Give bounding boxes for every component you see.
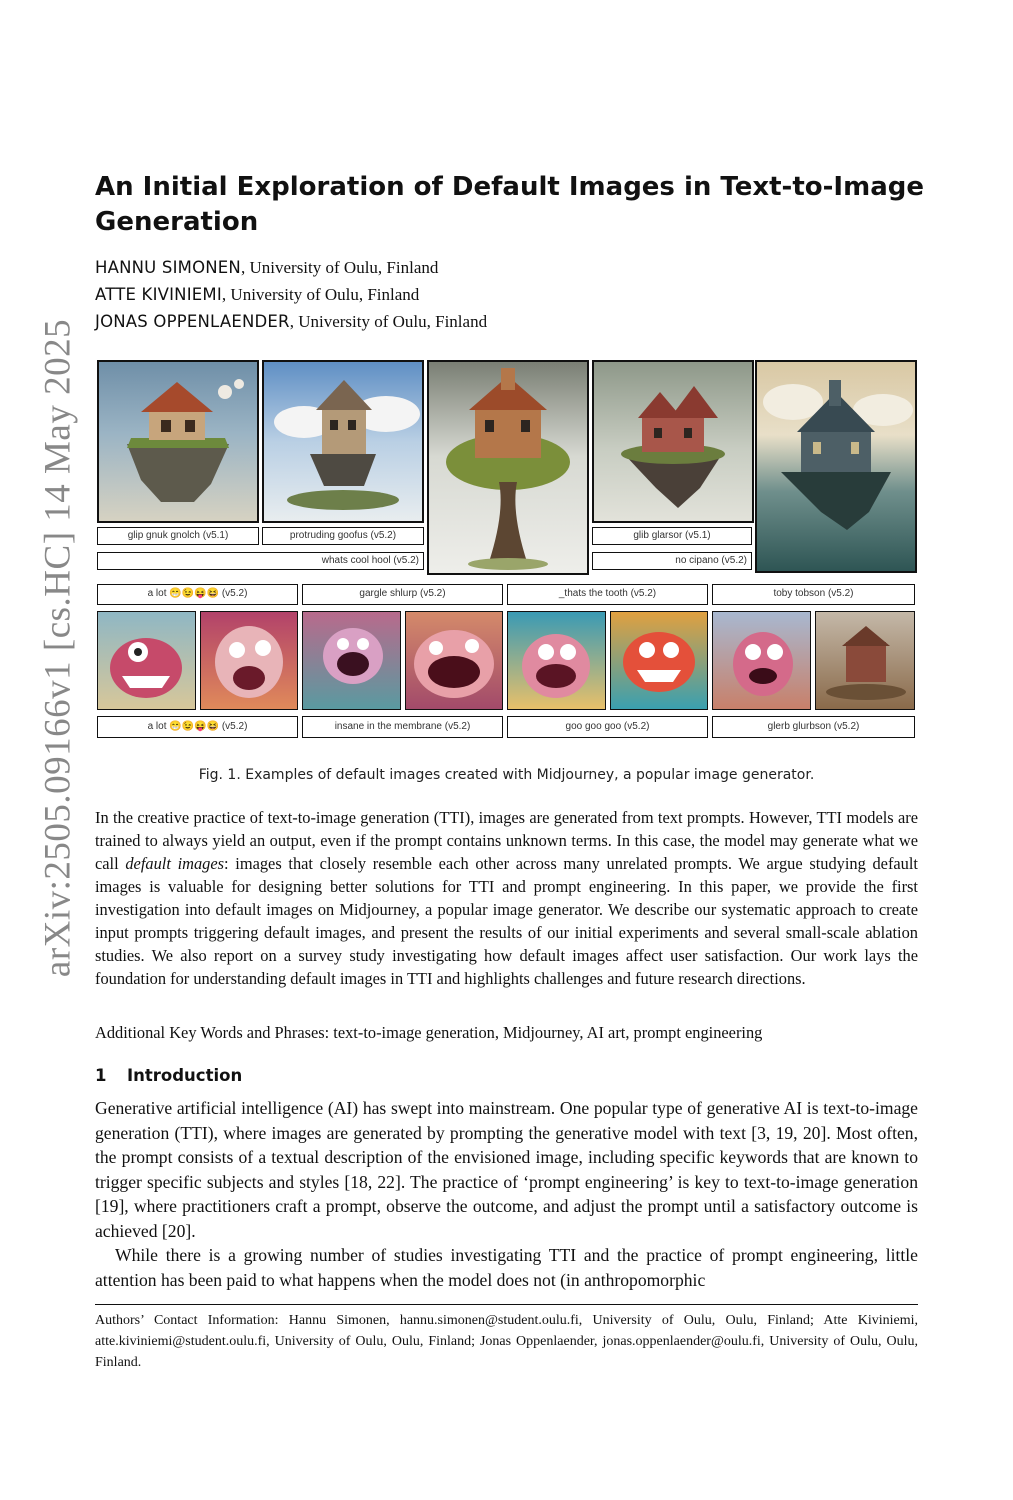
author-affiliation: , University of Oulu, Finland <box>221 285 420 304</box>
arxiv-sidebar <box>30 278 86 1018</box>
section-title: Introduction <box>127 1066 243 1085</box>
figure-caption: Fig. 1. Examples of default images created with Midjourney, a popular image generator. <box>198 767 815 783</box>
default-image-monster-2 <box>200 611 298 710</box>
author-affiliation: , University of Oulu, Finland <box>240 258 439 277</box>
author-affiliation: , University of Oulu, Finland <box>289 312 488 331</box>
prompt-label: protruding goofus (v5.2) <box>262 527 424 545</box>
default-image-monster-1 <box>97 611 196 710</box>
prompt-label: insane in the membrane (v5.2) <box>302 716 503 738</box>
default-image-floating-island-4 <box>755 360 917 573</box>
prompt-label: glib glarsor (v5.1) <box>592 527 752 545</box>
author-name: HANNU SIMONEN <box>95 258 241 277</box>
prompt-label: a lot 😁😉😝😆 (v5.2) <box>97 584 298 605</box>
prompt-label: _thats the tooth (v5.2) <box>507 584 708 605</box>
default-image-floating-island-3 <box>592 360 754 523</box>
author-name: JONAS OPPENLAENDER <box>95 312 290 331</box>
default-image-monster-3 <box>302 611 401 710</box>
keywords: Additional Key Words and Phrases: text-to-image generation, Midjourney, AI art, prompt engineering <box>95 1023 763 1042</box>
prompt-label: whats cool hool (v5.2) <box>97 552 424 570</box>
arxiv-identifier: arXiv:2505.09166v1 [cs.HC] 14 May 2025 <box>37 318 79 978</box>
author-name: ATTE KIVINIEMI <box>95 285 222 304</box>
default-image-floating-tree-island <box>427 360 589 575</box>
footnote-rule <box>95 1304 918 1305</box>
prompt-label: a lot 😁😉😝😆 (v5.2) <box>97 716 298 738</box>
default-image-monster-8 <box>815 611 915 710</box>
section-number: 1 <box>95 1066 107 1085</box>
prompt-label: glip gnuk gnolch (v5.1) <box>97 527 259 545</box>
author-3 <box>95 311 487 333</box>
prompt-label: gargle shlurp (v5.2) <box>302 584 503 605</box>
prompt-label: toby tobson (v5.2) <box>712 584 915 605</box>
section-heading <box>95 1066 242 1085</box>
prompt-label: no cipano (v5.2) <box>592 552 752 570</box>
default-images-term: default images <box>125 854 225 873</box>
prompt-label: glerb glurbson (v5.2) <box>712 716 915 738</box>
default-image-monster-6 <box>610 611 708 710</box>
paragraph: While there is a growing number of studies investigating TTI and the practice of prompt engineering, little attention has been paid to what happens when the model does not (in anthropomorphic <box>95 1245 918 1290</box>
prompt-label: goo goo goo (v5.2) <box>507 716 708 738</box>
author-2 <box>95 284 419 306</box>
paragraph: Generative artificial intelligence (AI) has swept into mainstream. One popular type of generative AI is text-to-image generation (TTI), where images are generated by prompting the generative model with text [3, 19, 20]. Most often, the prompt consists of a textual description of the envisioned image, including specific keywords that are known to trigger specific subjects and styles [18, 22]. The practice of ‘prompt engineering’ is key to text-to-image generation [19], where practitioners craft a prompt, observe the outcome, and adjust the prompt until a satisfactory outcome is achieved [20]. <box>95 1098 918 1241</box>
author-1 <box>95 257 438 279</box>
author-contact-footnote: Authors’ Contact Information: Hannu Simonen, hannu.simonen@student.oulu.fi, University of Oulu, Oulu, Finland; Atte Kiviniemi, atte.kiviniemi@student.oulu.fi, University of Oulu, Oulu, Finland; Jonas Oppenlaender, jonas.oppenlaender@oulu.fi, University of Oulu, Oulu, Finland. <box>95 1313 918 1370</box>
default-image-floating-island-1 <box>97 360 259 523</box>
default-image-monster-7 <box>712 611 811 710</box>
default-image-monster-5 <box>507 611 606 710</box>
abstract: In the creative practice of text-to-image generation (TTI), images are generated from text prompts. However, TTI models are trained to always yield an output, even if the prompt contains unknown terms. In this case, the model may generate what we call default images: images that closely resemble each other across many unrelated prompts. We argue studying default images is valuable for designing better solutions for TTI and prompt engineering. In this paper, we provide the first investigation into default images on Midjourney, a popular image generator. We describe our systematic approach to create input prompts triggering default images, and present the results of our initial experiments and several small-scale ablation studies. We also report on a survey study investigating how default images affect user satisfaction. Our work lays the foundation for understanding default images in TTI and highlights challenges and future research directions. <box>95 808 918 988</box>
introduction-body <box>95 1096 918 1292</box>
default-image-floating-island-2 <box>262 360 424 523</box>
default-image-monster-4 <box>405 611 503 710</box>
paper-title: An Initial Exploration of Default Images in Text-to-Image Generation <box>95 172 924 237</box>
